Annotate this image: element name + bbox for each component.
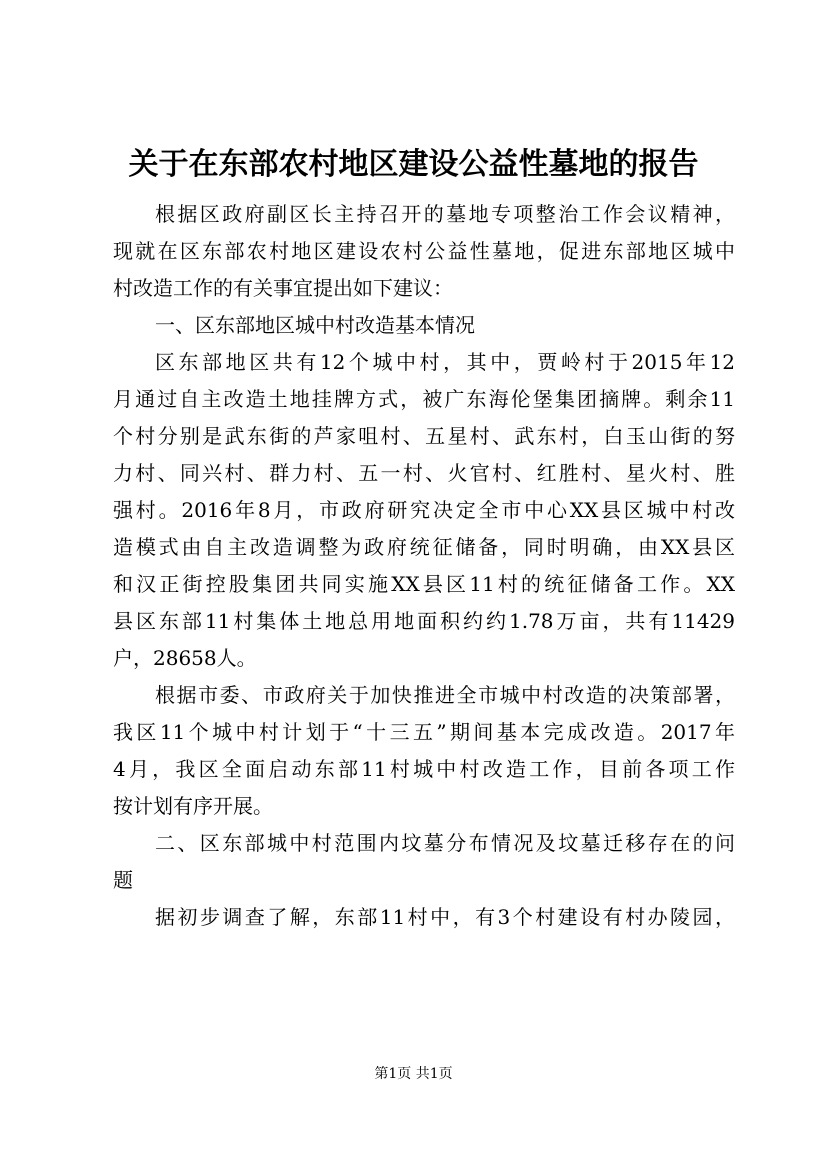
paragraph-line: 村改造工作的有关事宜提出如下建议： — [113, 276, 453, 300]
section-heading: 二、区东部城中村范围内坟墓分布情况及坟墓迁移存在的问 — [155, 831, 735, 855]
paragraph-line: 造模式由自主改造调整为政府统征储备，同时明确，由XX县区 — [113, 535, 735, 559]
paragraph-line: 根据市委、市政府关于加快推进全市城中村改造的决策部署， — [155, 683, 735, 707]
paragraph-line: 县区东部11村集体土地总用地面积约约1.78万亩，共有11429 — [113, 609, 735, 633]
paragraph-line: 强村。2016年8月，市政府研究决定全市中心XX县区城中村改 — [113, 498, 735, 522]
paragraph-line: 个村分别是武东街的芦家咀村、五星村、武东村，白玉山街的努 — [113, 424, 735, 448]
paragraph-line: 据初步调查了解，东部11村中，有3个村建设有村办陵园， — [155, 905, 735, 929]
paragraph-line: 根据区政府副区长主持召开的墓地专项整治工作会议精神， — [155, 202, 735, 226]
paragraph-line: 我区11个城中村计划于“十三五”期间基本完成改造。2017年 — [113, 720, 735, 744]
paragraph-line: 力村、同兴村、群力村、五一村、火官村、红胜村、星火村、胜 — [113, 461, 735, 485]
section-heading: 一、区东部地区城中村改造基本情况 — [155, 313, 475, 337]
paragraph-line: 和汉正街控股集团共同实施XX县区11村的统征储备工作。XX — [113, 572, 735, 596]
paragraph-line: 4月，我区全面启动东部11村城中村改造工作，目前各项工作 — [113, 757, 735, 781]
section-heading: 题 — [113, 868, 133, 892]
paragraph-line: 户，28658人。 — [113, 646, 257, 670]
paragraph-line: 区东部地区共有12个城中村，其中，贾岭村于2015年12 — [155, 350, 735, 374]
page-footer: 第1页 共1页 — [374, 1066, 453, 1082]
paragraph-line: 月通过自主改造土地挂牌方式，被广东海伦堡集团摘牌。剩余11 — [113, 387, 735, 411]
paragraph-line: 现就在区东部农村地区建设农村公益性墓地，促进东部地区城中 — [113, 239, 735, 263]
document-title: 关于在东部农村地区建设公益性墓地的报告 — [128, 147, 699, 182]
document-body — [113, 196, 735, 936]
paragraph-line: 按计划有序开展。 — [113, 794, 273, 818]
